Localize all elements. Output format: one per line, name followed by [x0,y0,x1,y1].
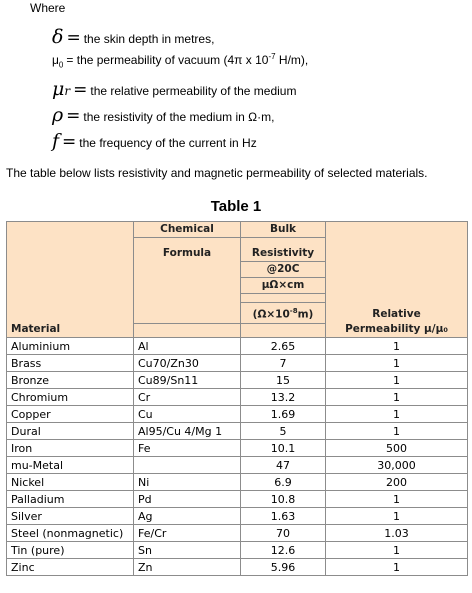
cell-formula: Fe [134,440,241,457]
definition-rho [52,104,308,130]
cell-permeability: 1 [326,389,468,406]
where-label: Where [30,1,66,15]
definition-delta [52,26,308,52]
cell-formula: Al [134,338,241,355]
equals-sign: = [66,106,81,126]
cell-formula: Cu70/Zn30 [134,355,241,372]
symbol-f: f [52,130,60,152]
definition-mur [52,78,308,104]
cell-permeability: 1 [326,338,468,355]
cell-material: Brass [7,355,134,372]
cell-resistivity: 7 [241,355,326,372]
definition-text: the frequency of the current in Hz [79,136,257,150]
cell-permeability: 1.03 [326,525,468,542]
table-row [7,457,468,474]
header-at20: @20C [241,262,326,278]
header-scale: $(\Omega\times 10^{-8}m)$ [241,303,326,324]
cell-formula: Al95/Cu 4/Mg 1 [134,423,241,440]
symbol-rho: ρ [52,104,64,126]
cell-permeability: 1 [326,559,468,576]
header-formula: Formula [134,238,241,324]
cell-permeability: 1 [326,542,468,559]
cell-resistivity: 12.6 [241,542,326,559]
cell-material: Tin (pure) [7,542,134,559]
header-material: Material [7,222,134,338]
cell-material: Chromium [7,389,134,406]
definition-text: the resistivity of the medium in Ω·m, [83,110,275,124]
cell-resistivity: 5.96 [241,559,326,576]
cell-resistivity: 6.9 [241,474,326,491]
cell-resistivity: 70 [241,525,326,542]
definition-mu0 [52,52,308,78]
table-row [7,389,468,406]
cell-formula [134,457,241,474]
cell-resistivity: 10.8 [241,491,326,508]
cell-material: Aluminium [7,338,134,355]
materials-table [6,221,468,576]
symbol-mur: μr [52,78,71,100]
header-resistivity-blank [241,324,326,338]
cell-material: Copper [7,406,134,423]
cell-formula: Zn [134,559,241,576]
table-row [7,372,468,389]
cell-resistivity: 13.2 [241,389,326,406]
cell-permeability: 1 [326,491,468,508]
cell-permeability: 1 [326,508,468,525]
cell-resistivity: 5 [241,423,326,440]
intro-paragraph: The table below lists resistivity and magnetic permeability of selected materials. [6,166,428,180]
table-row [7,440,468,457]
definition-f [52,130,308,156]
header-resistivity: Resistivity [241,238,326,262]
table-row [7,508,468,525]
table-row [7,423,468,440]
cell-resistivity: 15 [241,372,326,389]
cell-formula: Pd [134,491,241,508]
cell-material: Steel (nonmagnetic) [7,525,134,542]
cell-formula: Sn [134,542,241,559]
cell-permeability: 200 [326,474,468,491]
symbol-definitions [52,26,308,156]
cell-material: Zinc [7,559,134,576]
table-row [7,406,468,423]
cell-formula: Ni [134,474,241,491]
cell-formula: Fe/Cr [134,525,241,542]
table-header [7,222,468,338]
cell-material: mu-Metal [7,457,134,474]
table-row [7,338,468,355]
symbol-mu0: $\mu_0$ [52,53,64,70]
definition-text: the skin depth in metres, [83,32,215,46]
cell-resistivity: 1.69 [241,406,326,423]
cell-material: Silver [7,508,134,525]
table-row [7,525,468,542]
table-body [7,338,468,576]
cell-formula: Cu [134,406,241,423]
definition-text: the relative permeability of the medium [90,84,297,98]
header-formula-blank [134,324,241,338]
cell-resistivity: 2.65 [241,338,326,355]
cell-resistivity: 47 [241,457,326,474]
cell-permeability: 1 [326,423,468,440]
cell-resistivity: 1.63 [241,508,326,525]
cell-permeability: 1 [326,355,468,372]
header-unit: μΩ×cm [241,278,326,294]
header-permeability: Relative Permeability μ/μ₀ [326,222,468,338]
cell-resistivity: 10.1 [241,440,326,457]
header-chemical: Chemical [134,222,241,238]
table-row [7,559,468,576]
header-spacer [241,294,326,303]
table-row [7,355,468,372]
table-row [7,491,468,508]
cell-material: Palladium [7,491,134,508]
equals-sign: = [66,28,81,48]
table-row [7,474,468,491]
table-row [7,542,468,559]
cell-permeability: 1 [326,406,468,423]
equals-sign: = [62,132,77,152]
cell-permeability: 1 [326,372,468,389]
definition-text: = the permeability of vacuum (4π x $10^{-7}$ H/m), [66,52,309,67]
cell-permeability: 500 [326,440,468,457]
header-bulk: Bulk [241,222,326,238]
cell-formula: Cu89/Sn11 [134,372,241,389]
cell-formula: Ag [134,508,241,525]
cell-formula: Cr [134,389,241,406]
cell-material: Dural [7,423,134,440]
table-title: Table 1 [210,198,262,215]
cell-material: Nickel [7,474,134,491]
cell-material: Bronze [7,372,134,389]
cell-material: Iron [7,440,134,457]
symbol-delta: δ [52,26,64,48]
cell-permeability: 30,000 [326,457,468,474]
equals-sign: = [73,80,88,100]
